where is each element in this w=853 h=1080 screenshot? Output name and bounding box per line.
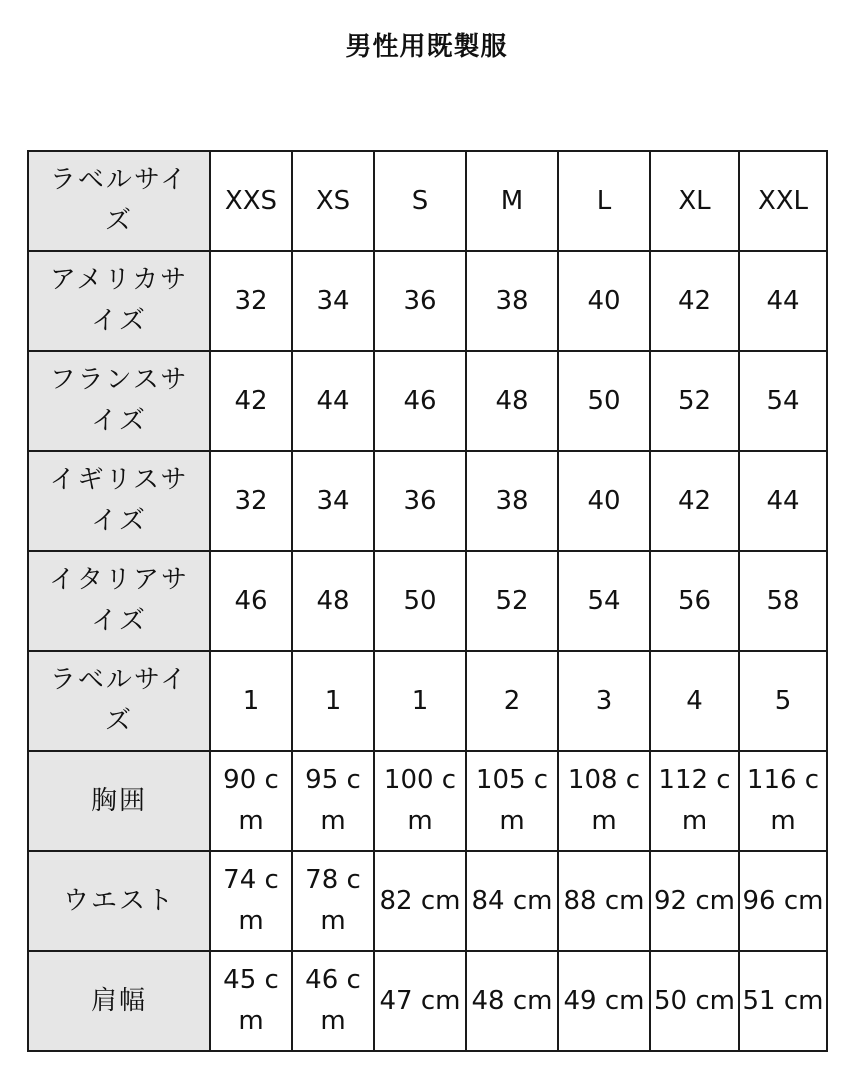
table-cell xyxy=(292,251,374,351)
table-row xyxy=(28,551,827,651)
table-cell xyxy=(466,751,558,851)
table-cell xyxy=(210,151,292,251)
table-cell xyxy=(374,851,466,951)
table-cell xyxy=(739,651,827,751)
table-cell-value: 116 cm xyxy=(746,765,820,836)
table-cell xyxy=(374,251,466,351)
table-cell-value: 32 xyxy=(234,485,268,516)
table-cell-value: 38 xyxy=(495,485,529,516)
table-cell-value: M xyxy=(500,185,524,216)
table-row xyxy=(28,751,827,851)
table-cell xyxy=(466,651,558,751)
table-cell-value: 92 cm xyxy=(654,885,735,916)
table-cell-value: 1 xyxy=(411,685,429,716)
table-cell-value: 48 xyxy=(316,585,350,616)
row-header xyxy=(28,151,210,251)
table-cell xyxy=(466,951,558,1051)
table-cell-value: 4 xyxy=(686,685,703,716)
row-header xyxy=(28,351,210,451)
table-cell xyxy=(374,651,466,751)
table-cell xyxy=(558,851,650,951)
table-cell-value: XL xyxy=(678,185,711,216)
table-cell xyxy=(466,151,558,251)
size-chart-body xyxy=(28,151,827,1051)
table-cell-value: 34 xyxy=(316,285,350,316)
table-cell-value: 95 cm xyxy=(305,765,361,836)
table-row xyxy=(28,151,827,251)
table-cell xyxy=(650,751,739,851)
table-cell-value: 100 cm xyxy=(383,765,457,836)
table-row xyxy=(28,951,827,1051)
table-cell-value: 112 cm xyxy=(658,765,731,836)
table-row xyxy=(28,851,827,951)
row-header xyxy=(28,251,210,351)
table-cell xyxy=(558,551,650,651)
table-cell-value: S xyxy=(411,185,429,216)
table-cell-value: 2 xyxy=(503,685,521,716)
table-cell xyxy=(558,751,650,851)
table-cell xyxy=(374,151,466,251)
table-cell-value: 108 cm xyxy=(567,765,641,836)
table-row xyxy=(28,651,827,751)
table-cell-value: 48 xyxy=(495,385,529,416)
table-cell xyxy=(374,951,466,1051)
table-cell-value: 44 xyxy=(766,285,800,316)
table-cell-value: 51 cm xyxy=(742,985,824,1016)
table-cell-value: 84 cm xyxy=(471,885,553,916)
table-cell-value: 34 xyxy=(316,485,350,516)
table-cell-value: 42 xyxy=(677,485,712,516)
table-cell-value: 47 cm xyxy=(379,985,461,1016)
table-cell xyxy=(210,251,292,351)
table-cell xyxy=(558,951,650,1051)
table-cell-value: 58 xyxy=(766,585,800,616)
table-cell-value: 38 xyxy=(495,285,529,316)
table-cell xyxy=(292,751,374,851)
table-cell xyxy=(739,451,827,551)
table-cell-value: 105 cm xyxy=(475,765,549,836)
table-cell xyxy=(292,451,374,551)
table-cell-value: 50 xyxy=(403,585,437,616)
table-cell-value: 49 cm xyxy=(563,985,645,1016)
table-cell-value: 3 xyxy=(595,685,613,716)
table-cell xyxy=(292,951,374,1051)
table-cell-value: 42 xyxy=(677,285,712,316)
row-header-label: ラベルサイズ xyxy=(49,665,189,736)
table-cell-value: 40 xyxy=(587,285,621,316)
table-cell-value: 1 xyxy=(242,685,260,716)
row-header-label: イギリスサイズ xyxy=(49,465,189,536)
table-cell xyxy=(374,551,466,651)
table-cell-value: 32 xyxy=(234,285,268,316)
table-cell-value: 56 xyxy=(677,585,712,616)
table-cell xyxy=(558,251,650,351)
table-cell-value: 50 cm xyxy=(654,985,735,1016)
row-header-label: 胸囲 xyxy=(90,785,147,816)
table-cell-value: 45 cm xyxy=(223,965,279,1036)
table-cell xyxy=(292,551,374,651)
table-cell xyxy=(466,351,558,451)
table-cell-value: 40 xyxy=(587,485,621,516)
table-cell-value: 78 cm xyxy=(305,865,361,936)
table-cell xyxy=(650,551,739,651)
row-header-label: アメリカサイズ xyxy=(49,265,189,336)
size-chart-table xyxy=(27,150,828,1052)
table-cell xyxy=(210,451,292,551)
table-cell-value: 54 xyxy=(587,585,621,616)
table-cell xyxy=(739,251,827,351)
table-cell xyxy=(558,651,650,751)
table-cell xyxy=(739,751,827,851)
table-cell xyxy=(292,651,374,751)
table-cell xyxy=(292,151,374,251)
table-cell-value: XXS xyxy=(224,185,278,216)
table-cell-value: 42 xyxy=(234,385,268,416)
row-header-label: イタリアサイズ xyxy=(48,565,189,636)
row-header-label: フランスサイズ xyxy=(49,365,189,436)
table-cell-value: 82 cm xyxy=(379,885,461,916)
table-cell xyxy=(650,951,739,1051)
row-header-label: ラベルサイズ xyxy=(49,165,189,236)
table-cell-value: 44 xyxy=(766,485,800,516)
table-cell xyxy=(650,151,739,251)
row-header-label: ウエスト xyxy=(62,885,175,916)
table-cell xyxy=(466,851,558,951)
table-cell-value: 1 xyxy=(324,685,342,716)
table-cell xyxy=(558,451,650,551)
table-cell xyxy=(739,151,827,251)
table-row xyxy=(28,251,827,351)
table-cell xyxy=(466,251,558,351)
table-cell xyxy=(210,751,292,851)
table-cell-value: L xyxy=(596,185,612,216)
table-cell-value: 90 cm xyxy=(223,765,279,836)
table-cell xyxy=(210,351,292,451)
table-cell xyxy=(210,651,292,751)
row-header xyxy=(28,451,210,551)
table-cell-value: XS xyxy=(315,185,351,216)
table-cell-value: 44 xyxy=(316,385,350,416)
row-header xyxy=(28,951,210,1051)
table-cell-value: 36 xyxy=(403,285,437,316)
table-cell xyxy=(374,351,466,451)
table-cell-value: 74 cm xyxy=(223,865,279,936)
table-cell xyxy=(374,751,466,851)
table-cell-value: 46 cm xyxy=(305,965,361,1036)
page-title: 男性用既製服 xyxy=(345,32,508,62)
table-cell-value: 36 xyxy=(403,485,437,516)
table-cell-value: 48 cm xyxy=(471,985,553,1016)
row-header xyxy=(28,751,210,851)
table-cell xyxy=(739,351,827,451)
table-row xyxy=(28,451,827,551)
table-cell xyxy=(210,951,292,1051)
table-cell xyxy=(650,651,739,751)
table-cell xyxy=(292,851,374,951)
table-cell xyxy=(650,351,739,451)
table-cell xyxy=(558,151,650,251)
table-cell-value: 46 xyxy=(403,385,437,416)
table-cell xyxy=(210,851,292,951)
table-cell xyxy=(466,451,558,551)
table-cell xyxy=(739,551,827,651)
table-cell xyxy=(292,351,374,451)
table-row xyxy=(28,351,827,451)
table-cell-value: 96 cm xyxy=(742,885,824,916)
row-header-label: 肩幅 xyxy=(90,985,147,1016)
table-cell xyxy=(466,551,558,651)
table-cell-value: 52 xyxy=(495,585,529,616)
row-header xyxy=(28,651,210,751)
table-cell xyxy=(650,251,739,351)
table-cell xyxy=(739,851,827,951)
row-header xyxy=(28,551,210,651)
row-header xyxy=(28,851,210,951)
table-cell xyxy=(650,451,739,551)
table-cell-value: 5 xyxy=(774,685,792,716)
table-cell-value: 50 xyxy=(587,385,621,416)
table-cell xyxy=(374,451,466,551)
table-cell-value: 88 cm xyxy=(563,885,645,916)
table-cell-value: 52 xyxy=(677,385,712,416)
table-cell-value: 46 xyxy=(234,585,268,616)
table-cell-value: XXL xyxy=(757,185,809,216)
table-cell xyxy=(650,851,739,951)
table-cell xyxy=(558,351,650,451)
table-cell-value: 54 xyxy=(766,385,800,416)
table-cell xyxy=(210,551,292,651)
table-cell xyxy=(739,951,827,1051)
